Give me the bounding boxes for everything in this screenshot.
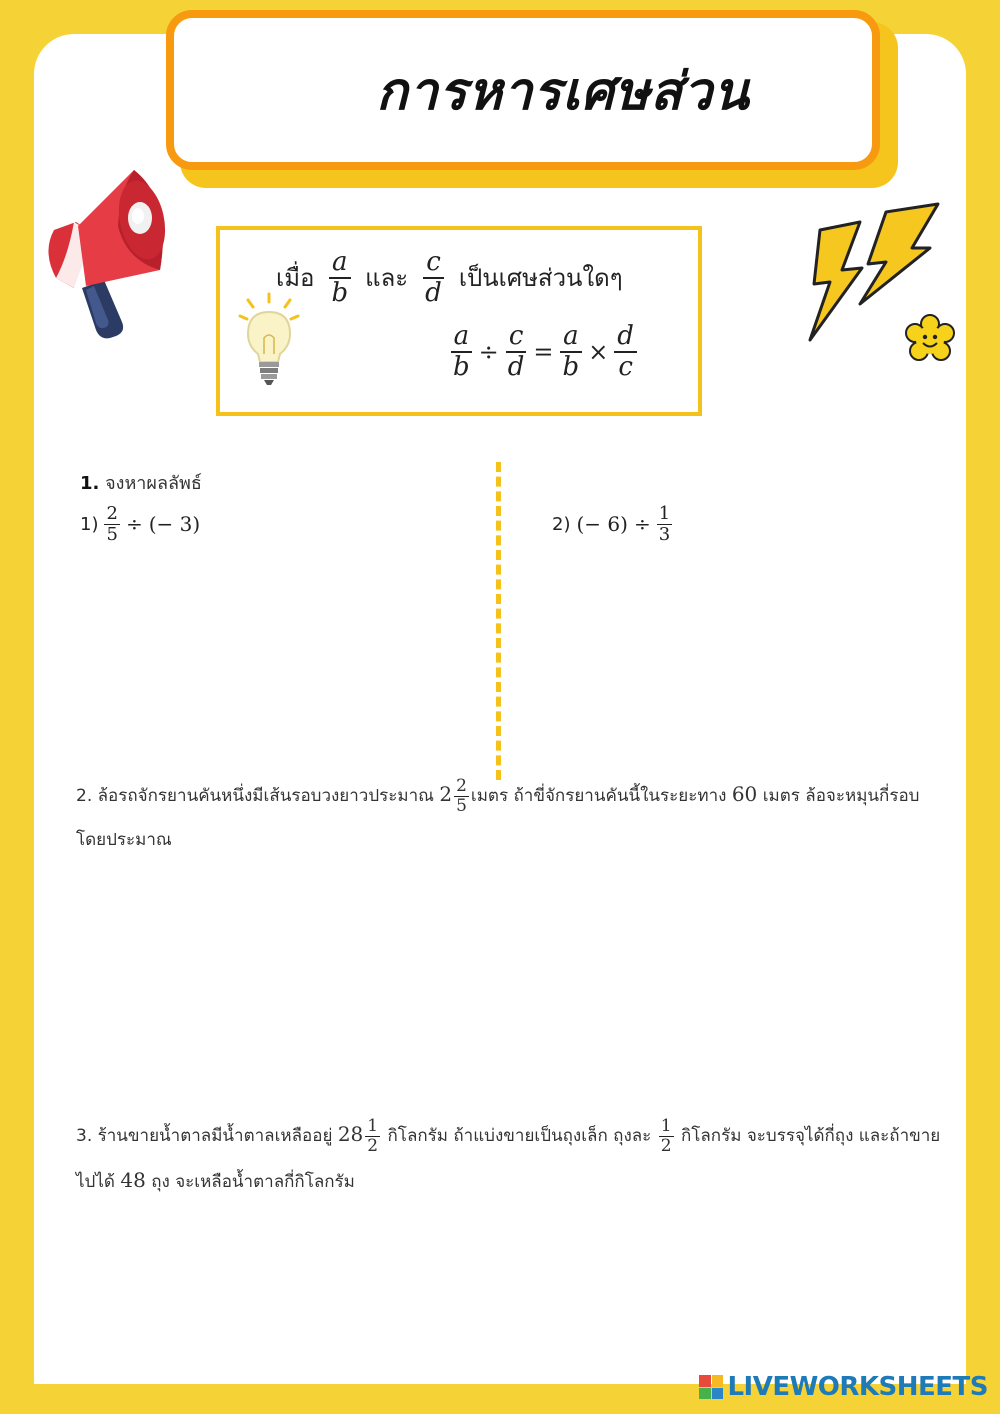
numerator: 2 [456,775,467,796]
divide-sign: ÷ [125,512,143,537]
denominator-b: b [331,277,349,308]
question-2-line-2: โดยประมาณ [76,830,172,850]
title-box [166,10,880,170]
denominator: 5 [106,523,118,545]
denominator: 5 [456,795,467,816]
question-3-line-2-start: ไปได้ [76,1172,115,1192]
times-sign: × [588,337,609,366]
question-3-text-middle: กิโลกรัม ถ้าแบ่งขายเป็นถุงเล็ก ถุงละ [387,1126,652,1146]
numerator: 1 [367,1115,379,1136]
liveworksheets-logo-icon [699,1375,723,1399]
numerator-a: a [560,322,582,353]
mixed-whole: 28 [337,1122,364,1146]
divide-sign: ÷ [633,512,651,537]
page-title: การหารเศษส่วน [376,61,750,122]
question-3-line-2 [76,1158,946,1204]
denominator-d: d [507,351,525,382]
bag-count: 48 [120,1168,146,1192]
formula-condition [276,248,623,307]
denominator: 3 [658,523,671,545]
and-label: และ [365,264,409,293]
denominator-b: b [453,351,470,382]
numerator-d: d [614,322,637,353]
smiley-flower-icon [904,314,956,366]
question-1-item-2 [552,504,672,545]
denominator-b: b [562,351,580,382]
denominator: 2 [660,1135,672,1156]
fraction-one-third [657,504,672,545]
numerator: 1 [660,1115,672,1136]
question-3-line-2-end: ถุง จะเหลือน้ำตาลกี่กิโลกรัม [151,1172,355,1192]
fraction-one-half [365,1117,380,1155]
operand: (− 6) [576,512,628,537]
fraction-a-b [450,322,473,381]
megaphone-icon [34,160,184,350]
denominator-c: c [618,351,633,382]
numerator-c: c [506,322,527,353]
fraction-a-b [560,322,583,381]
numerator: 2 [106,503,118,524]
divide-sign: ÷ [478,337,499,366]
question-1-number: 1. [80,473,100,494]
question-2-line-1 [76,772,946,818]
question-2 [76,772,946,862]
question-2-text-end: เมตร ล้อจะหมุนกี่รอบ [762,786,920,806]
numerator-c: c [423,248,444,279]
question-1-item-1 [80,504,200,545]
numerator: 1 [658,503,671,524]
division-rule [450,322,637,381]
equals-sign: = [533,337,554,366]
liveworksheets-logo[interactable] [699,1372,988,1402]
numerator-a: a [451,322,473,353]
numerator-a: a [329,248,351,279]
denominator: 2 [367,1135,379,1156]
question-1-prompt [80,468,202,497]
fraction-d-c [614,322,637,381]
question-3-line-1 [76,1112,946,1158]
denominator-d: d [425,277,442,308]
mixed-whole: 2 [439,782,453,806]
any-fractions-label: เป็นเศษส่วนใดๆ [458,264,623,293]
question-3-text-start: 3. ร้านขายน้ำตาลมีน้ำตาลเหลืออยู่ [76,1126,333,1146]
question-2-text-start: 2. ล้อรถจักรยานคันหนึ่งมีเส้นรอบวงยาวประมาณ [76,786,434,806]
question-3-text-end: กิโลกรัม จะบรรจุได้กี่ถุง และถ้าขาย [680,1126,941,1146]
dashed-divider [496,462,501,780]
question-2-text-middle: เมตร ถ้าขี่จักรยานคันนี้ในระยะทาง [470,786,727,806]
operand: (− 3) [148,512,201,537]
when-label: เมื่อ [276,264,315,293]
item-label: 1) [80,513,99,535]
item-label: 2) [552,513,571,535]
fraction-c-d [505,322,528,381]
lightbulb-icon [236,292,302,388]
fraction-c-d [422,248,445,307]
distance-value: 60 [731,782,758,806]
fraction-a-b [328,248,351,307]
question-1-text: จงหาผลลัพธ์ [105,473,202,494]
brand-name: LIVEWORKSHEETS [727,1372,988,1402]
question-3 [76,1112,946,1204]
fraction-two-fifths [454,777,469,815]
fraction-one-half [659,1117,674,1155]
fraction-two-fifths [104,504,119,545]
